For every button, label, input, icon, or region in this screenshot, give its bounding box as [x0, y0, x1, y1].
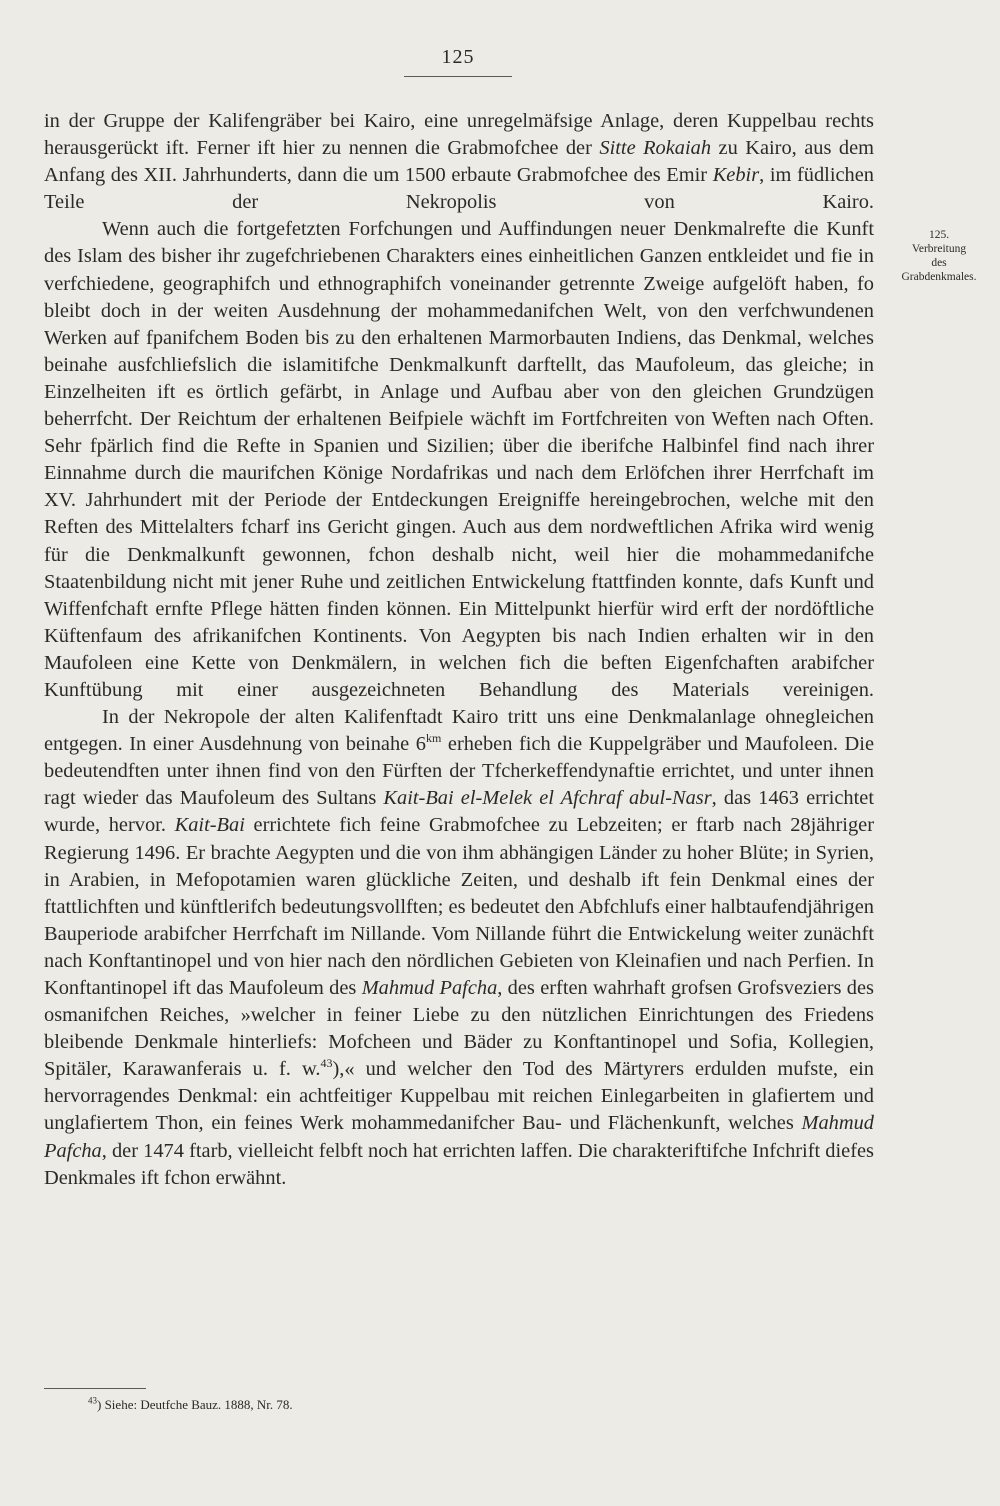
footnote-rule — [44, 1388, 146, 1389]
paragraph-2: Wenn auch die fortgefetzten Forfchungen und Auffindungen neuer Denkmalrefte die Kunft des Islam des bisher ihr zugefchriebenen Charakters eines einheitlichen Ganzen entkleidet und fie in verfchiedene, geographifch und ethnographifch voneinander getrennte Zweige aufgelöft haben, fo bleibt doch in der weiten Ausdehnung der mohammedanifchen Welt, von den verfchwundenen Werken auf fpanifchem Boden bis zu den erhaltenen Marmorbauten Indiens, das Denkmal, welches beinahe ausfchliefslich die islamitifche Denkmalkunft darftellt, das Maufoleum, das gleiche; in Einzelheiten ift es örtlich gefärbt, in Anlage und Aufbau aber von den gleichen Grundzügen beherrfcht. Der Reichtum der erhaltenen Beifpiele wächft im Fortfchreiten von Weften nach Often. Sehr fpärlich find die Refte in Spanien und Sizilien; über die iberifche Halbinfel find nach ihrer Einnahme durch die maurifchen Könige Nordafrikas und nach dem Erlöfchen ihrer Herrfchaft im XV. Jahrhundert mit der Periode der Entdeckungen Ereigniffe hereingebrochen, welche mit den Reften des Mittelalters fcharf ins Gericht gingen. Auch aus dem nordweftlichen Afrika wird wenig für die Denkmalkunft gewonnen, fchon deshalb nicht, weil hier die mohammedanifche Staatenbildung nicht mit jener Ruhe und zeitlichen Entwickelung ftattfinden konnte, dafs Kunft und Wiffenfchaft ernfte Pflege hätten finden können. Ein Mittelpunkt hierfür wird erft der nordöftliche Küftenfaum des afrikanifchen Kontinents. Von Aegypten bis nach Indien erhalten wir in den Maufoleen eine Kette von Denkmälern, in welchen fich die beften Eigenfchaften arabifcher Kunftübung mit einer ausgezeichneten Behandlung des Materials vereinigen. — [44, 218, 874, 701]
margin-note-line-3: Grabdenkmales. — [901, 271, 977, 283]
footnote-ref-43[interactable]: 43 — [320, 1056, 333, 1071]
unit-km: km — [425, 731, 442, 746]
margin-note-line-1: Verbreitung — [911, 243, 967, 255]
margin-note-number: 125. — [928, 229, 950, 241]
footnote-text: ) Siehe: Deutfche Bauz. 1888, Nr. 78. — [97, 1397, 293, 1412]
margin-note — [884, 228, 994, 284]
paragraph-1: in der Gruppe der Kalifengräber bei Kairo, eine unregelmäfsige Anlage, deren Kuppelbau rechts herausgerückt ift. Ferner ift hier zu nennen die Grabmofchee der Sitte Rokaiah zu Kairo, aus dem Anfang des XII. Jahrhunderts, dann die um 1500 erbaute Grabmofchee des Emir Kebir, im füdlichen Teile der Nekropolis von Kairo. — [44, 110, 874, 214]
name-kebir: Kebir — [712, 164, 760, 187]
name-sitte-rokaiah: Sitte Rokaiah — [599, 137, 712, 160]
paragraph-3: In der Nekropole der alten Kalifenftadt Kairo tritt uns eine Denkmalanlage ohnegleichen entgegen. In einer Ausdehnung von beinahe $6^{km}$ erheben fich die Kuppelgräber und Maufoleen. Die bedeutendften unter ihnen find von den Fürften der Tfcherkeffendynaftie errichtet, und unter ihnen ragt wieder das Maufoleum des Sultans Kait-Bai el-Melek el Afchraf abul-Nasr, das 1463 errichtet wurde, hervor. Kait-Bai errichtete fich feine Grabmofchee zu Lebzeiten; er ftarb nach 28jähriger Regierung 1496. Er brachte Aegypten und die von ihm abhängigen Länder zu hoher Blüte; in Syrien, in Arabien, in Mefopotamien waren glückliche Zeiten, und deshalb ift fein Denkmal eines der ftattlichften und künftlerifch bedeutungsvollften; es bedeutet den Abfchlufs einer halbtaufendjährigen Bauperiode arabifcher Herrfchaft im Nillande. Vom Nillande führt die Entwickelung weiter zunächft nach Konftantinopel und von hier nach den nördlichen Gebieten von Kleinafien und nach Perfien. In Konftantinopel ift das Maufoleum des Mahmud Pafcha, des erften wahrhaft grofsen Grofsveziers des osmanifchen Reiches, »welcher in feiner Liebe zu den nützlichen Einrichtungen des Friedens bleibende Denkmale hinterliefs: Mofcheen und Bäder zu Konftantinopel und Sofia, Kollegien, Spitäler, Karawanferais u. f. w.$^{43}$),« und welcher den Tod des Märtyrers erdulden mufste, ein hervorragendes Denkmal: ein achtfeitiger Kuppelbau mit reichen Einlegarbeiten in glafiertem und unglafiertem Thon, ein feines Werk mohammedanifcher Bau- und Flächenkunft, welches Mahmud Pafcha, der 1474 ftarb, vielleicht felbft noch hat errichten laffen. Die charakteriftifche Infchrift diefes Denkmales ift fchon erwähnt. — [44, 706, 874, 1189]
footnote-number: 43 — [88, 1395, 97, 1406]
name-kait-bai-full: Kait-Bai el-Melek el Afchraf abul-Nasr — [383, 787, 712, 810]
header-rule — [404, 76, 512, 77]
name-mahmud-pascha-2: Mahmud Pafcha — [44, 1112, 874, 1162]
footnote-43 — [88, 1396, 788, 1414]
body-text — [44, 108, 874, 1192]
page-number: 125 — [441, 46, 475, 68]
margin-note-line-2: des — [931, 257, 947, 269]
name-kait-bai: Kait-Bai — [174, 814, 245, 837]
name-mahmud-pascha: Mahmud Pafcha — [361, 977, 498, 999]
